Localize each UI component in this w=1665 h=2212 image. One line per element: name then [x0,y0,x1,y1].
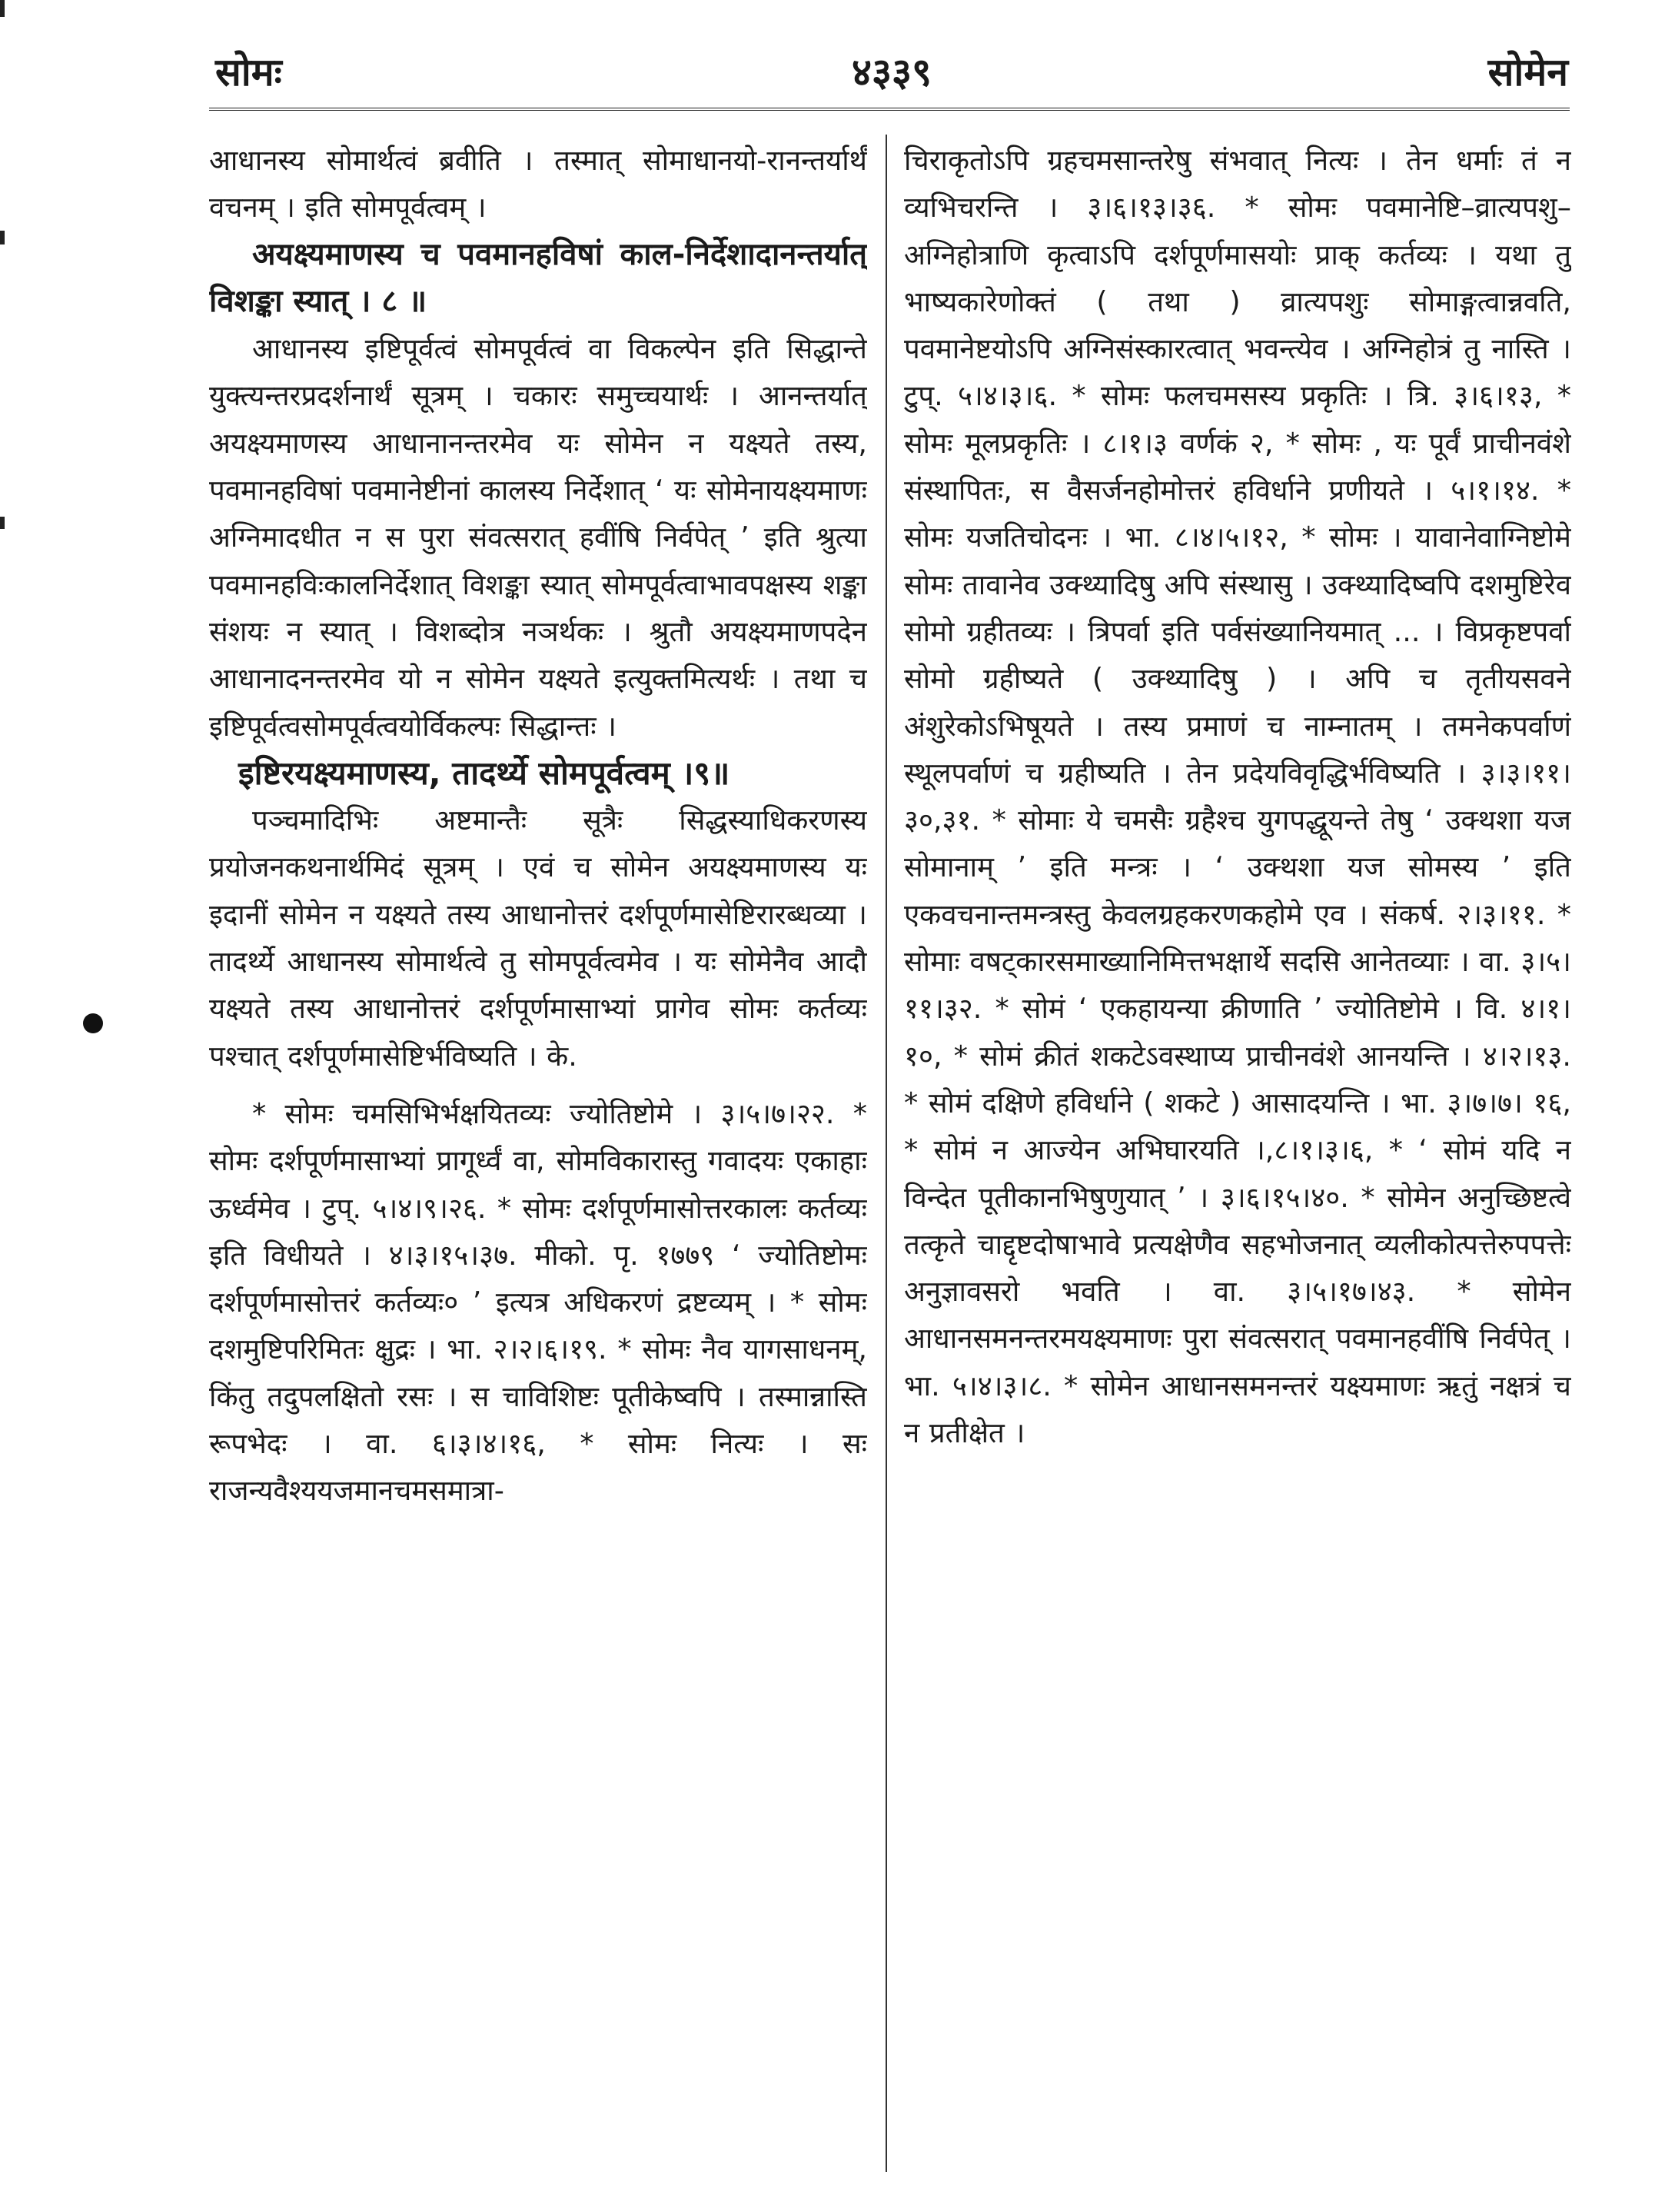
page-header [215,45,1568,98]
left-column [209,137,867,2182]
right-column [904,137,1571,2182]
header-left-headword: सोमः [215,50,282,95]
reference-entries: * सोमः चमसिभिर्भक्षयितव्यः ज्योतिष्टोमे । ३।५।७।२२. * सोमः दर्शपूर्णमासाभ्यां प्रागूर्ध्वं वा, सोमविकारास्तु गवादयः एकाहाः ऊर्ध्वमेव । टुप्. ५।४।९।२६. * सोमः दर्शपूर्णमासोत्तरकालः कर्तव्यः इति विधीयते । ४।३।१५।३७. मीको. पृ. १७७९ ‘ ज्योतिष्टोमः दर्शपूर्णमासोत्तरं कर्तव्यः० ’ इत्यत्र अधिकरणं द्रष्टव्यम् । * सोमः दशमुष्टिपरिमितः क्षुद्रः । भा. २।२।६।१९. * सोमः नैव यागसाधनम्, किंतु तदुपलक्षितो रसः । स चाविशिष्टः पूतीकेष्वपि । तस्मान्नास्ति रूपभेदः । वा. ६।३।४।१६, * सोमः नित्यः । सः राजन्यवैश्ययजमानचमसमात्रा- [209,1096,867,1508]
paragraph: पञ्चमादिभिः अष्टमान्तैः सूत्रैः सिद्धस्याधिकरणस्य प्रयोजनकथनार्थमिदं सूत्रम् । एवं च सोमेन अयक्ष्यमाणस्य यः इदानीं सोमेन न यक्ष्यते तस्य आधानोत्तरं दर्शपूर्णमासेष्टिरारब्धव्या । तादर्थ्ये आधानस्य सोमार्थत्वे तु सोमपूर्वत्वमेव । यः सोमेनैव आदौ यक्ष्यते तस्य आधानोत्तरं दर्शपूर्णमासाभ्यां प्रागेव सोमः कर्तव्यः पश्चात् दर्शपूर्णमासेष्टिर्भविष्यति । के. [209,803,867,1073]
reference-entries: चिराकृतोऽपि ग्रहचमसान्तरेषु संभवात् नित्यः । तेन धर्माः तं न व्यभिचरन्ति । ३।६।१३।३६. * सोमः पवमानेष्टि–व्रात्यपशु–अग्निहोत्राणि कृत्वाऽपि दर्शपूर्णमासयोः प्राक् कर्तव्यः । यथा तु भाष्यकारेणोक्तं ( तथा ) व्रात्यपशुः सोमाङ्गत्वान्नवति, पवमानेष्टयोऽपि अग्निसंस्कारत्वात् भवन्त्येव । अग्निहोत्रं तु नास्ति । टुप्. ५।४।३।६. * सोमः फलचमसस्य प्रकृतिः । त्रि. ३।६।१३, * सोमः मूलप्रकृतिः । ८।१।३ वर्णकं २, * सोमः , यः पूर्वं प्राचीनवंशे संस्थापितः, स वैसर्जनहोमोत्तरं हविर्धाने प्रणीयते । ५।१।१४. * सोमः यजतिचोदनः । भा. ८।४।५।१२, * सोमः । यावानेवाग्निष्टोमे सोमः तावानेव उक्थ्यादिषु अपि संस्थासु । उक्थ्यादिष्वपि दशमुष्टिरेव सोमो ग्रहीतव्यः । त्रिपर्वा इति पर्वसंख्यानियमात् ... । विप्रकृष्टपर्वा सोमो ग्रहीष्यते ( उक्थ्यादिषु ) । अपि च तृतीयसवने अंशुरेकोऽभिषूयते । तस्य प्रमाणं च नाम्नातम् । तमनेकपर्वाणं स्थूलपर्वाणं च ग्रहीष्यति । तेन प्रदेयविवृद्धिर्भविष्यति । ३।३।११।३०,३१. * सोमाः ये चमसैः ग्रहैश्च युगपद्धूयन्ते तेषु ‘ उक्थशा यज सोमानाम् ’ इति मन्त्रः । ‘ उक्थशा यज सोमस्य ’ इति एकवचनान्तमन्त्रस्तु केवलग्रहकरणकहोमे एव । संकर्ष. २।३।११. * सोमाः वषट्कारसमाख्यानिमित्तभक्षार्थे सदसि आनेतव्याः । वा. ३।५। ११।३२. * सोमं ‘ एकहायन्या क्रीणाति ’ ज्योतिष्टोमे । वि. ४।१।१०, * सोमं क्रीतं शकटेऽवस्थाप्य प्राचीनवंशे आनयन्ति । ४।२।१३. * सोमं दक्षिणे हविर्धाने ( शकटे ) आसादयन्ति । भा. ३।७।७। १६, * सोमं न आज्येन अभिघारयति ।,८।१।३।६, * ‘ सोमं यदि न विन्देत पूतीकानभिषुणुयात् ’ । ३।६।१५।४०. * सोमेन अनुच्छिष्टत्वे तत्कृते चाद्दृष्टदोषाभावे प्रत्यक्षेणैव सहभोजनात् व्यलीकोत्पत्तेरुपपत्तेः अनुज्ञावसरो भवति । वा. ३।५।१७।४३. * सोमेन आधानसमनन्तरमयक्ष्यमाणः पुरा संवत्सरात् पवमानहवींषि निर्वपेत् । भा. ५।४।३।८. * सोमेन आधानसमनन्तरं यक्ष्यमाणः ऋतुं नक्षत्रं च न प्रतीक्षेत । [904,144,1571,1450]
margin-dot [83,1013,103,1033]
scan-edge-mark [0,231,5,244]
column-divider [886,135,887,2172]
header-right-headword: सोमेन [1487,50,1568,95]
sutra-heading-9: इष्टिरयक्ष्यमाणस्य, तादर्थ्ये सोमपूर्वत्वम् ।९॥ [238,753,730,792]
paragraph: आधानस्य सोमार्थत्वं ब्रवीति । तस्मात् सोमाधानयो-रानन्तर्यार्थं वचनम् । इति सोमपूर्वत्वम् । [209,144,867,225]
scan-edge-mark [0,517,5,529]
sutra-heading-8: अयक्ष्यमाणस्य च पवमानहविषां काल-निर्देशादानन्तर्यात् विशङ्का स्यात् । ८ ॥ [209,236,867,319]
page-number: ४३३९ [852,50,932,95]
header-rule [209,108,1570,111]
scan-edge-mark [0,0,5,17]
paragraph: आधानस्य इष्टिपूर्वत्वं सोमपूर्वत्वं वा विकल्पेन इति सिद्धान्ते युक्त्यन्तरप्रदर्शनार्थं सूत्रम् । चकारः समुच्चयार्थः । आनन्तर्यात् अयक्ष्यमाणस्य आधानानन्तरमेव यः सोमेन न यक्ष्यते तस्य, पवमानहविषां पवमानेष्टीनां कालस्य निर्देशात् ‘ यः सोमेनायक्ष्यमाणः अग्निमादधीत न स पुरा संवत्सरात् हवींषि निर्वपेत् ’ इति श्रुत्या पवमानहविःकालनिर्देशात् विशङ्का स्यात् सोमपूर्वत्वाभावपक्षस्य शङ्का संशयः न स्यात् । विशब्दोत्र नञर्थकः । श्रुतौ अयक्ष्यमाणपदेन आधानादनन्तरमेव यो न सोमेन यक्ष्यते इत्युक्तमित्यर्थः । तथा च इष्टिपूर्वत्वसोमपूर्वत्वयोर्विकल्पः सिद्धान्तः । [209,332,867,743]
